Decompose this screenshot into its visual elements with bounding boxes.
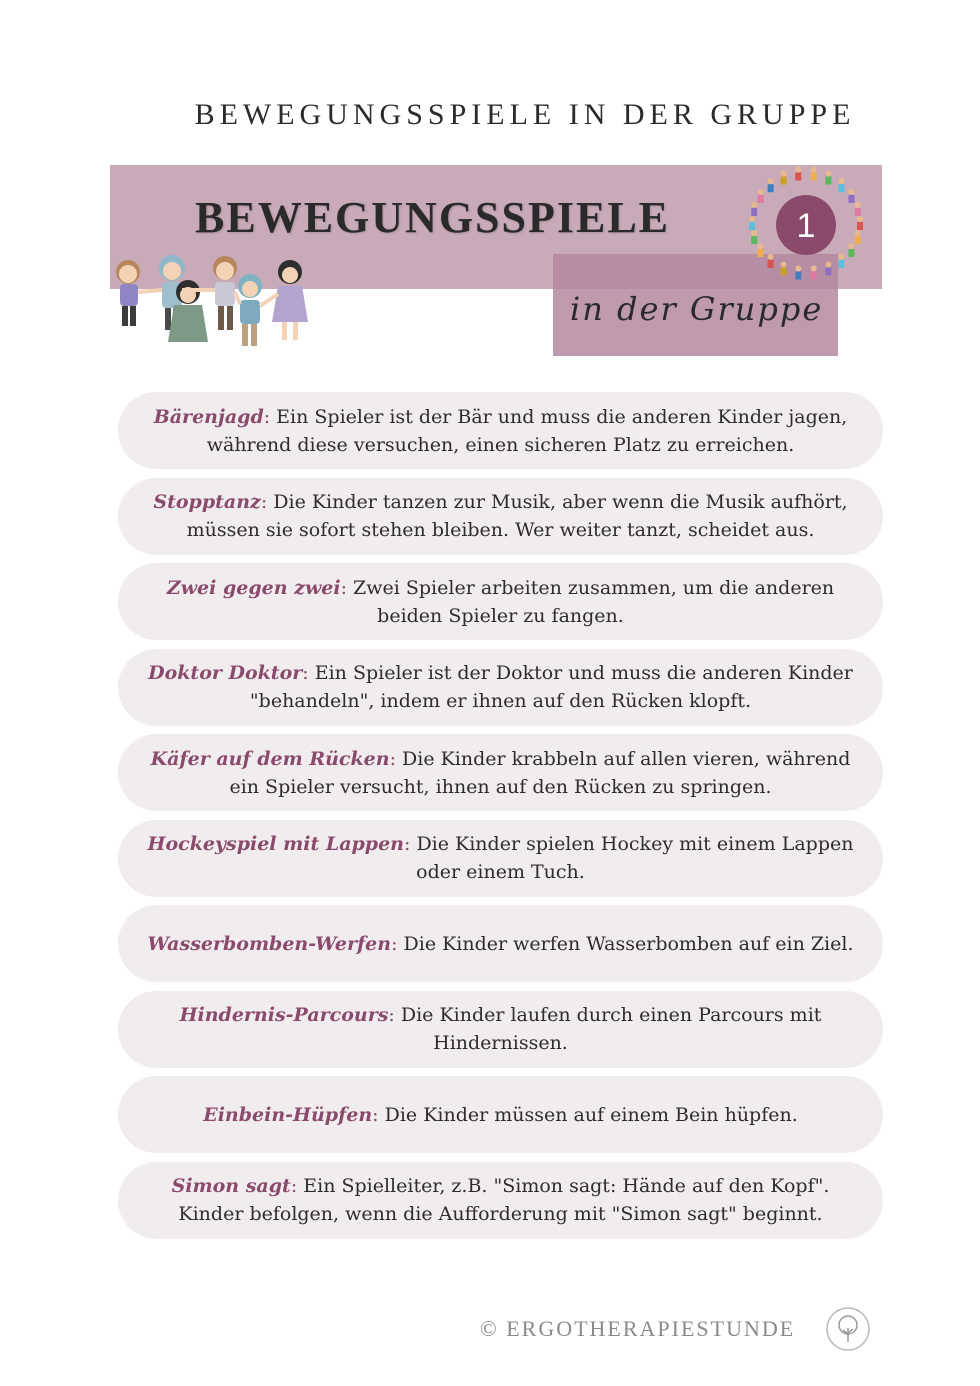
game-text: Die Kinder müssen auf einem Bein hüpfen. <box>378 1103 798 1126</box>
game-description <box>148 930 854 958</box>
game-description <box>203 1101 798 1129</box>
game-text: Die Kinder laufen durch einen Parcours mit Hindernissen. <box>394 1004 822 1054</box>
ring-child-figure <box>758 243 764 257</box>
game-item <box>118 392 883 469</box>
games-list <box>118 392 883 1247</box>
game-text: Ein Spielleiter, z.B. "Simon sagt: Hände auf den Kopf". Kinder befolgen, wenn die Aufforderung mit "Simon sagt" beginnt. <box>178 1175 830 1225</box>
ring-child-figure <box>857 216 863 230</box>
game-item <box>118 991 883 1068</box>
game-description <box>140 403 861 459</box>
ring-child-figure <box>855 230 861 244</box>
ring-child-figure <box>749 216 755 230</box>
tree-logo-icon <box>825 1306 871 1352</box>
term-colon: : <box>263 405 271 428</box>
game-item <box>118 563 883 640</box>
game-term: Hockeyspiel mit Lappen <box>147 833 404 855</box>
ring-child-figure <box>781 171 787 185</box>
game-text: Die Kinder werfen Wasserbomben auf ein Ziel. <box>397 932 854 955</box>
ring-child-figure <box>811 265 817 279</box>
term-colon: : <box>372 1103 379 1126</box>
game-description <box>140 1001 861 1057</box>
game-item <box>118 478 883 555</box>
game-text: Zwei Spieler arbeiten zusammen, um die anderen beiden Spieler zu fangen. <box>347 576 835 627</box>
game-term: Bärenjagd <box>153 405 264 428</box>
term-colon: : <box>260 491 268 513</box>
game-description <box>140 574 861 630</box>
ring-child-figure <box>768 178 774 192</box>
game-item <box>118 905 883 982</box>
game-term: Simon sagt <box>171 1175 291 1197</box>
game-item <box>118 734 883 811</box>
subtitle: in der Gruppe <box>570 290 824 328</box>
children-dancing-illustration <box>110 250 315 360</box>
game-description <box>140 659 861 715</box>
ring-child-figure <box>838 254 844 268</box>
game-text: Ein Spieler ist der Doktor und muss die anderen Kinder "behandeln", indem er ihnen auf den Rücken klopft. <box>249 662 853 712</box>
term-colon: : <box>389 747 396 770</box>
term-colon: : <box>302 662 309 684</box>
game-item <box>118 1162 883 1239</box>
term-colon: : <box>404 833 411 855</box>
game-text: Die Kinder krabbeln auf allen vieren, während ein Spieler versucht, ihnen auf den Rücken zu springen. <box>229 747 851 798</box>
term-colon: : <box>391 932 398 955</box>
game-term: Zwei gegen zwei <box>166 576 341 599</box>
ring-child-figure <box>848 189 854 203</box>
game-term: Einbein-Hüpfen <box>203 1103 373 1126</box>
ring-child-figure <box>848 243 854 257</box>
game-item <box>118 820 883 897</box>
ring-child-figure <box>758 189 764 203</box>
ring-child-figure <box>751 230 757 244</box>
ring-child-figure <box>781 261 787 275</box>
game-text: Ein Spieler ist der Bär und muss die anderen Kinder jagen, während diese versuchen, einen sicheren Platz zu erreichen. <box>206 405 848 456</box>
game-term: Hindernis-Parcours <box>179 1004 389 1026</box>
badge-number: 1 <box>796 207 816 245</box>
term-colon: : <box>388 1004 395 1026</box>
ring-child-figure <box>768 254 774 268</box>
copyright-text: © ERGOTHERAPIESTUNDE <box>480 1316 796 1341</box>
page-top-title: BEWEGUNGSSPIELE IN DER GRUPPE <box>194 98 856 131</box>
ring-child-figure <box>825 171 831 185</box>
ring-child-figure <box>751 202 757 216</box>
game-term: Stopptanz <box>153 491 261 513</box>
banner-title: BEWEGUNGSSPIELE <box>195 193 671 242</box>
ring-child-figure <box>855 202 861 216</box>
term-colon: : <box>340 576 348 599</box>
game-text: Die Kinder spielen Hockey mit einem Lappen oder einem Tuch. <box>410 833 854 883</box>
children-circle-icon <box>736 158 878 282</box>
game-term: Wasserbomben-Werfen <box>147 932 392 955</box>
game-term: Doktor Doktor <box>148 662 303 684</box>
game-description <box>140 830 861 886</box>
ring-child-figure <box>838 178 844 192</box>
game-description <box>140 1172 861 1228</box>
game-description <box>140 745 861 801</box>
game-item <box>118 1076 883 1153</box>
ring-child-figure <box>811 167 817 181</box>
ring-child-figure <box>795 265 801 279</box>
ring-child-figure <box>795 167 801 181</box>
term-colon: : <box>290 1175 298 1197</box>
game-description <box>140 488 861 544</box>
game-term: Käfer auf dem Rücken <box>150 747 390 770</box>
game-text: Die Kinder tanzen zur Musik, aber wenn die Musik aufhört, müssen sie sofort stehen bleiben. Wer weiter tanzt, scheidet aus. <box>186 491 848 541</box>
game-item <box>118 649 883 726</box>
ring-child-figure <box>825 261 831 275</box>
